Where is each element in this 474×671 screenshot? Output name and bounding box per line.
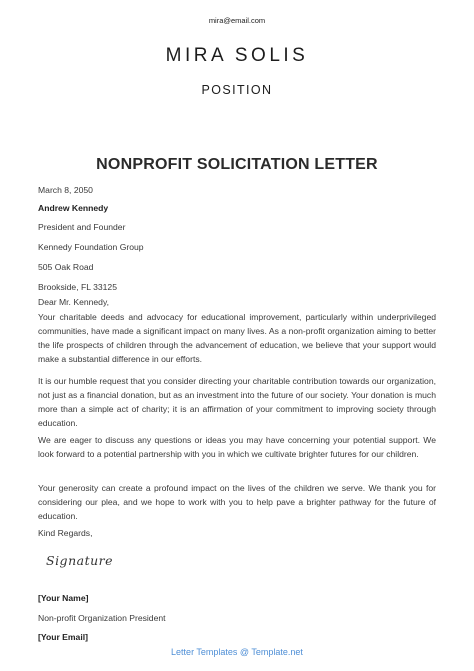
body-paragraph-3: We are eager to discuss any questions or ideas you may have concerning your potential support. We look forward to a potential partnership with you in which we cultivate brighter futures for our children. (38, 435, 436, 460)
closing: Kind Regards, (38, 528, 93, 538)
footer (0, 647, 474, 657)
recipient-organization: Kennedy Foundation Group (38, 242, 144, 252)
recipient-city: Brookside, FL 33125 (38, 282, 117, 292)
sender-title: Non-profit Organization President (38, 613, 166, 623)
signature-image: Signature (46, 553, 114, 568)
body-paragraph-4: Your generosity can create a profound impact on the lives of the children we serve. We thank you for considering our plea, and we hope to work with you to help pave a brighter pathway for the future of education. (38, 483, 436, 522)
footer-link[interactable]: Template.net (251, 647, 303, 657)
recipient-title: President and Founder (38, 222, 126, 232)
header-email: mira@email.com (208, 16, 266, 25)
letter-date: March 8, 2050 (38, 185, 93, 195)
sender-name: [Your Name] (38, 593, 89, 603)
sender-email: [Your Email] (38, 632, 88, 642)
recipient-name: Andrew Kennedy (38, 203, 109, 213)
header-position: POSITION (201, 83, 273, 97)
header-name: MIRA SOLIS (165, 45, 309, 66)
footer-prefix: Letter Templates @ (171, 647, 252, 657)
letter-title: NONPROFIT SOLICITATION LETTER (96, 156, 378, 173)
recipient-street: 505 Oak Road (38, 262, 94, 272)
body-paragraph-2: It is our humble request that you consider directing your charitable contribution towards our organization, not just as a financial donation, but as an investment into the future of our society. Your donation is much more than a simple act of charity; it is an affirmation of your commitment to improving society through education. (38, 376, 436, 429)
body-paragraph-1: Your charitable deeds and advocacy for educational improvement, particularly within underprivileged communities, have made a significant impact on many lives. As a non-profit organization aiming to better the life prospects of children through the advancement of education, we believe that your support would make a substantial difference in our efforts. (38, 312, 436, 365)
salutation: Dear Mr. Kennedy, (38, 297, 110, 307)
